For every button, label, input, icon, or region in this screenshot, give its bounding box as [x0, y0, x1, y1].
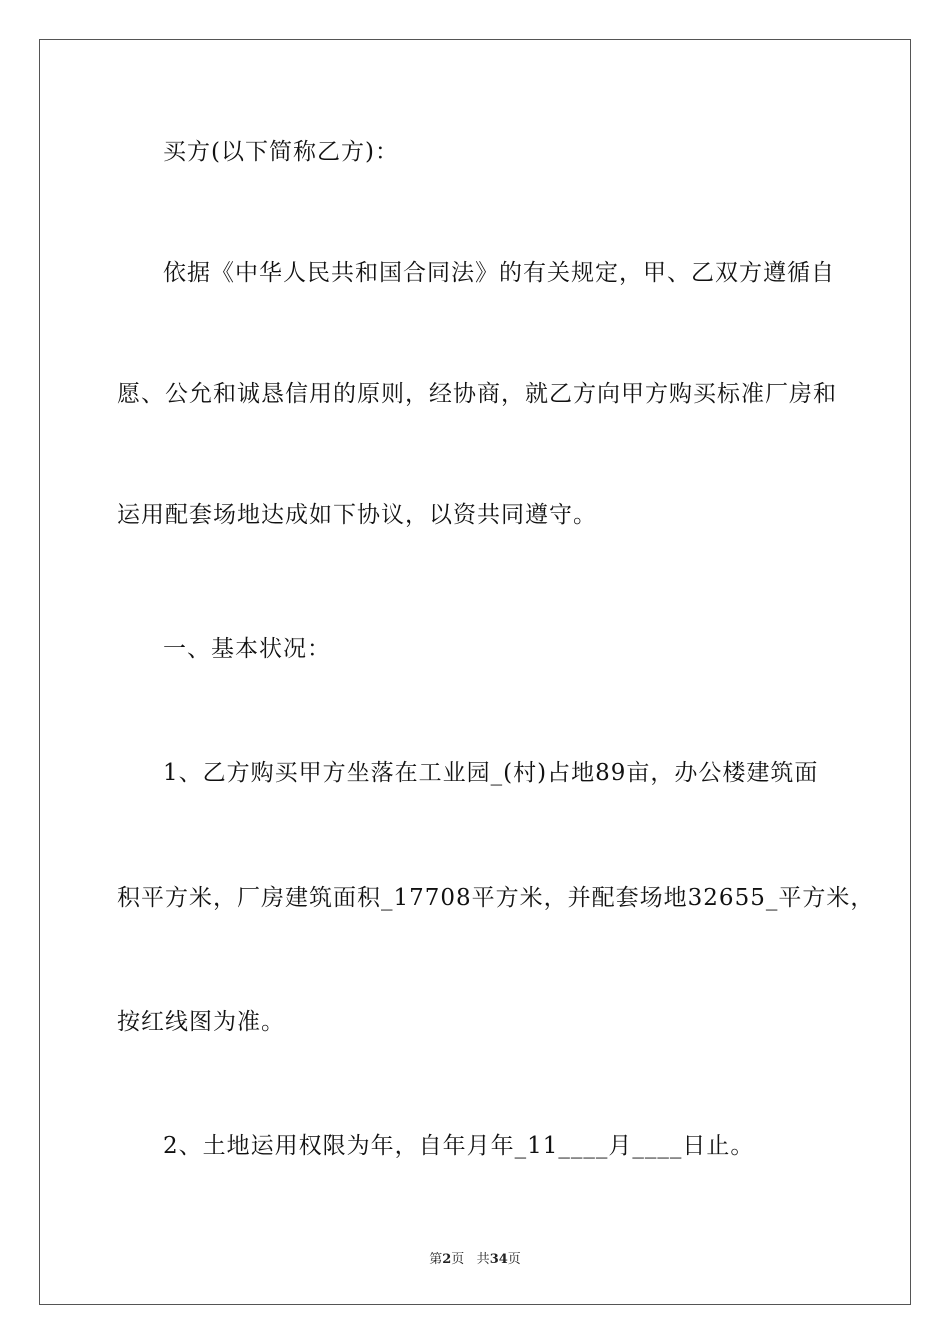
page-footer: [0, 1248, 950, 1267]
paragraph-line: 按红线图为准。: [117, 1009, 285, 1035]
paragraph-line: 愿、公允和诚恳信用的原则，经协商，就乙方向甲方购买标准厂房和: [117, 381, 837, 407]
footer-total-suffix: 页: [507, 1252, 521, 1267]
paragraph-line: 1、乙方购买甲方坐落在工业园_(村)占地89亩，办公楼建筑面: [163, 760, 819, 786]
paragraph-line: 运用配套场地达成如下协议，以资共同遵守。: [117, 502, 597, 528]
paragraph-line: 2、土地运用权限为年，自年月年_11____月____日止。: [163, 1133, 755, 1159]
buyer-line: 买方(以下简称乙方)：: [163, 139, 399, 165]
footer-total-prefix: 共: [476, 1252, 490, 1267]
page-frame: [39, 39, 911, 1305]
footer-page-number: 2: [442, 1252, 452, 1267]
footer-total-pages: 34: [489, 1252, 508, 1267]
paragraph-line: 依据《中华人民共和国合同法》的有关规定，甲、乙双方遵循自: [163, 260, 835, 286]
footer-page-suffix: 页: [451, 1252, 465, 1267]
footer-page-prefix: 第: [429, 1252, 443, 1267]
paragraph-line: 积平方米，厂房建筑面积_17708平方米，并配套场地32655_平方米，: [117, 885, 875, 911]
section-heading: 一、基本状况：: [163, 636, 331, 662]
